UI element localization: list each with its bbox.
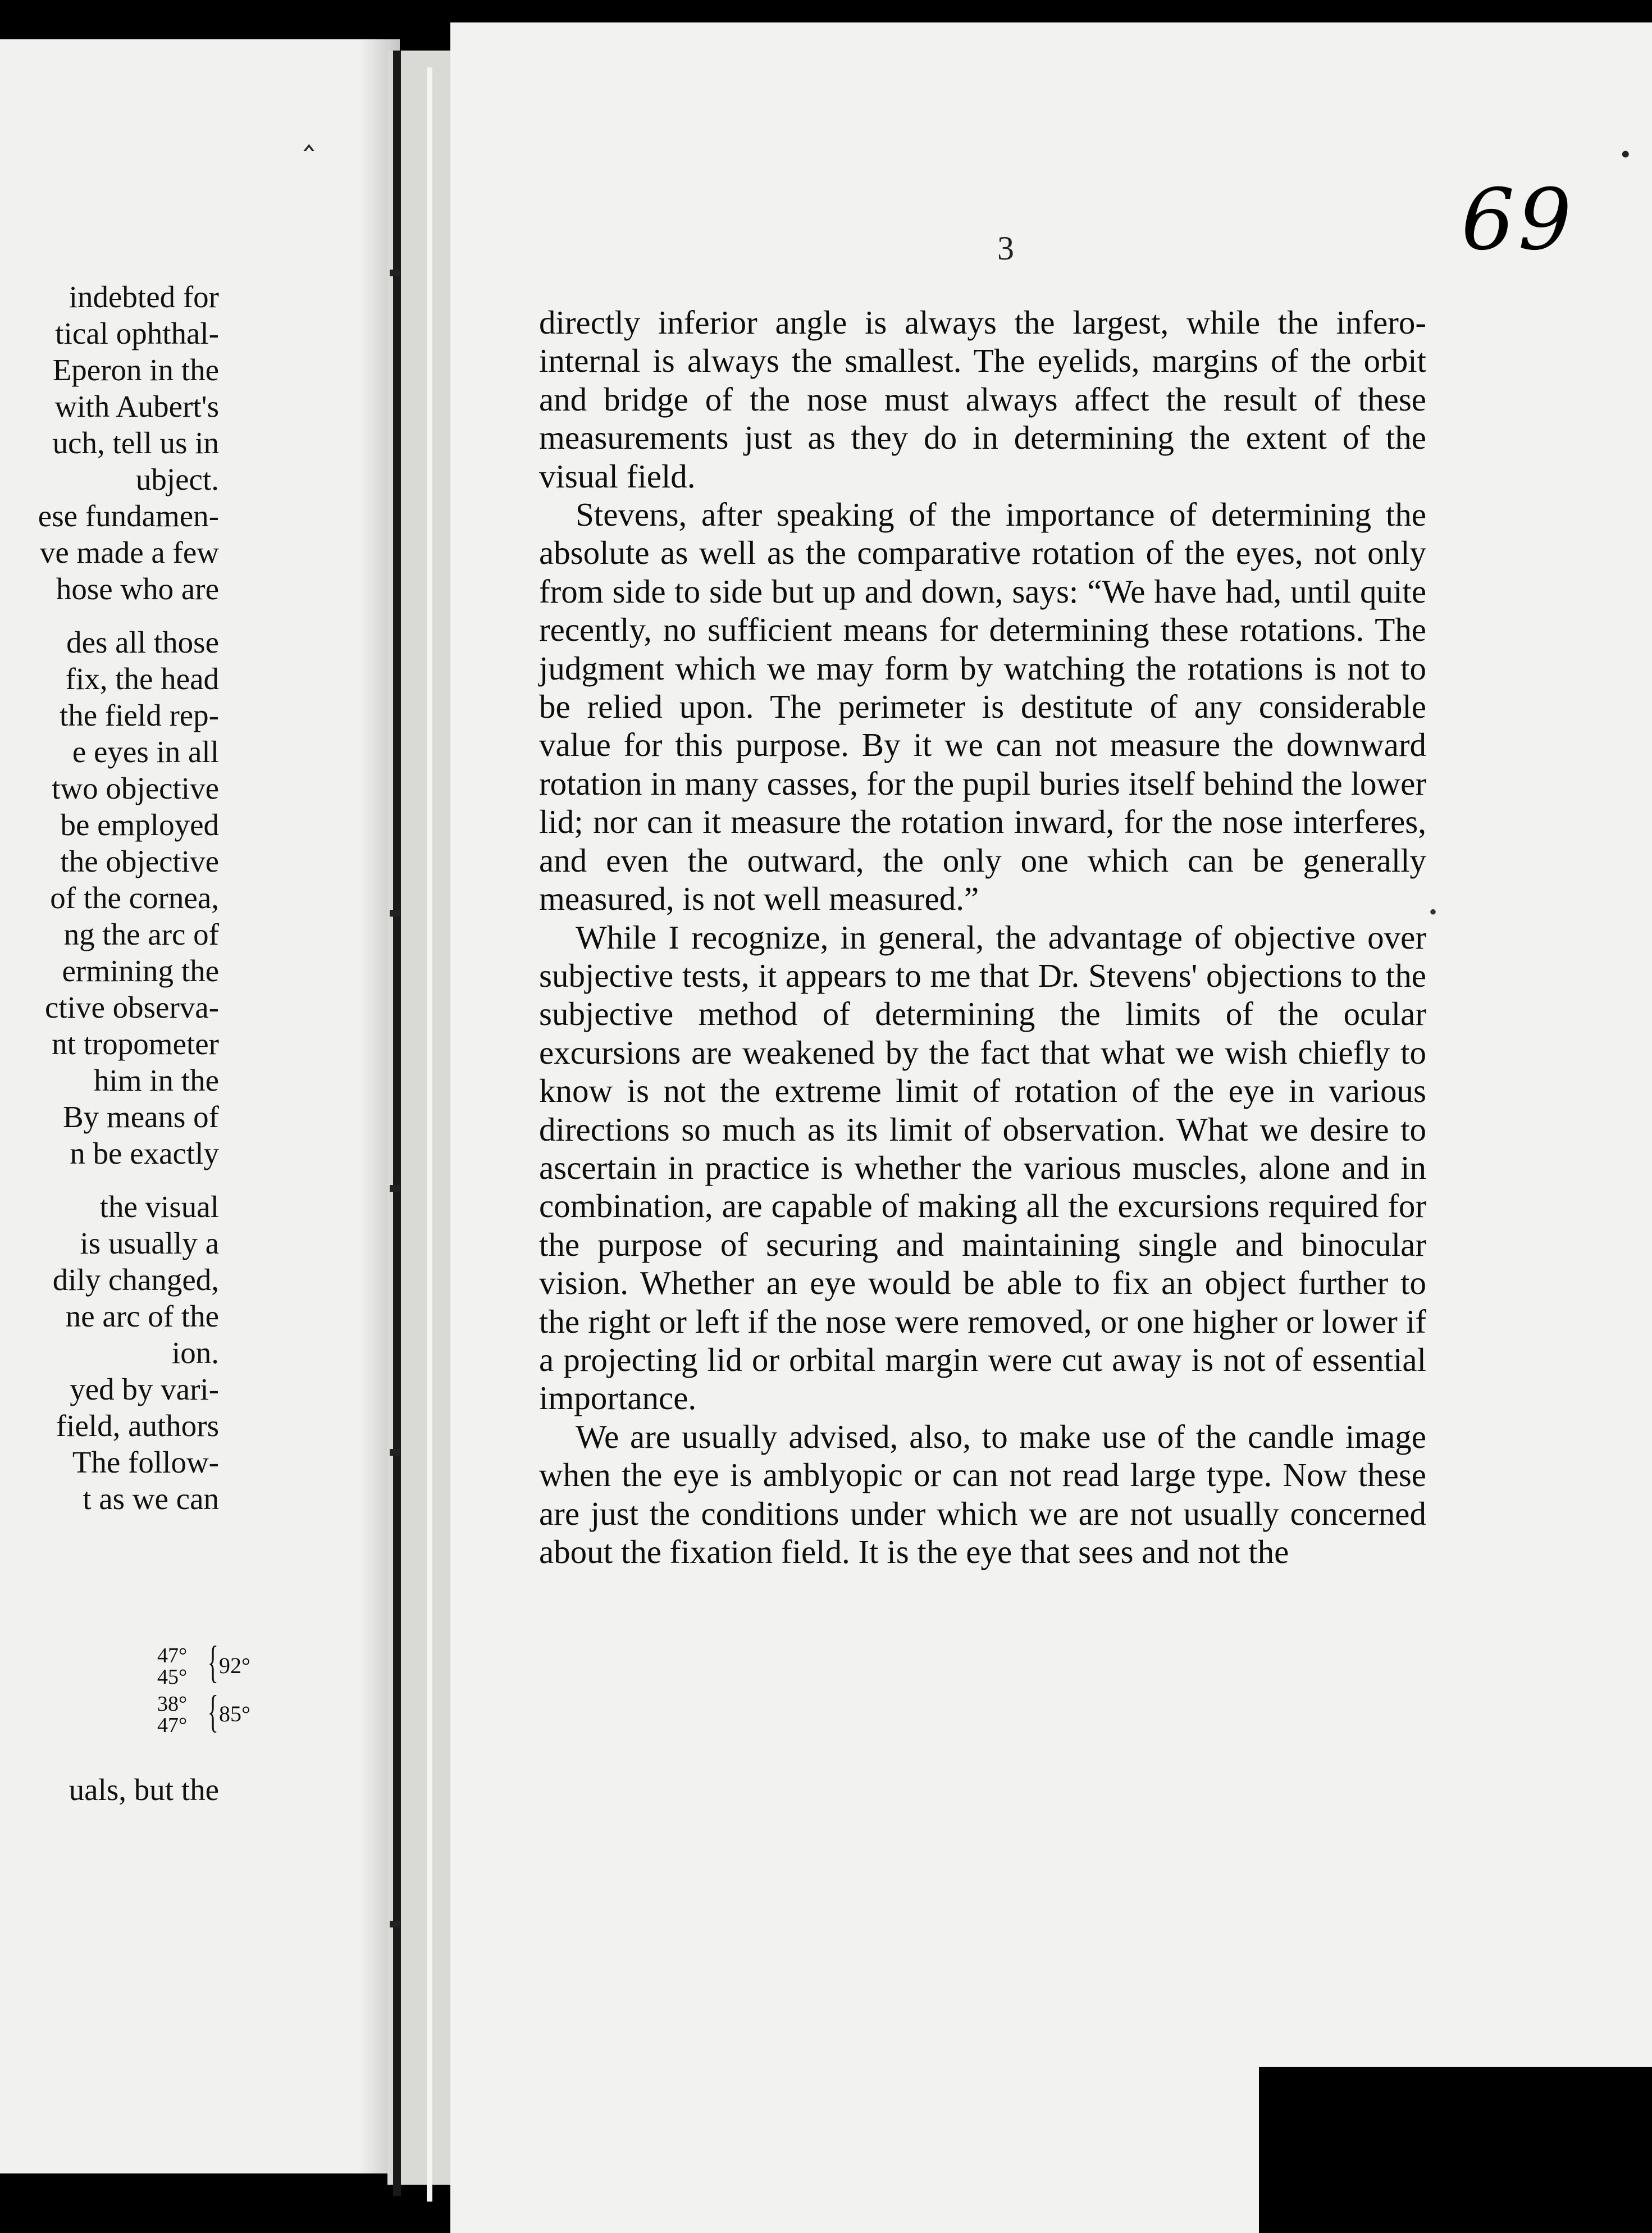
paragraph: While I recognize, in general, the advantage of objective over subjective tests, it appears to me that Dr. Stevens' objections to the subjective method of determining the limits of the ocular excursions are weakened by the fact that what we wish chiefly to know is not the extreme limit of rotation of the eye in various directions so much as its limit of observation. What we desire to ascertain in practice is whether the various muscles, alone and in combination, are capable of making all the excursions required for the purpose of securing and maintaining single and binocular vision. Whether an eye would be able to fix an object further to the right or left if the nose were removed, or one higher or lower if a projecting lid or orbital margin were cut away is not of essential importance. [539,918,1426,1417]
spine-mark [390,1449,400,1456]
text-line: ne arc of the [65,1299,219,1333]
text-line: hose who are [56,572,219,606]
angle-table [140,1638,253,1746]
text-line: ese fundamen- [38,499,219,533]
paragraph: directly inferior angle is always the largest, while the infero-internal is always the smallest. The eyelids, margins of the orbit and bridge of the nose must always affect the result of these measurements just as they do in determining the extent of the visual field. [539,304,1426,495]
text-line: tical ophthal- [55,316,219,350]
paragraph-gap [0,607,219,624]
text-line: des all those [66,625,219,659]
spine-mark [390,1921,400,1927]
text-line: fix, the head [65,662,219,696]
text-line: indebted for [69,280,219,314]
text-line: ctive observa- [45,990,219,1024]
text-line: be employed [60,808,219,842]
text-line: n be exactly [70,1136,219,1170]
ink-speck: • [1429,899,1437,924]
spine-shadow [393,51,401,2196]
brace-glyph: { [207,1687,218,1737]
text-line: uch, tell us in [52,426,219,460]
text-line: ion. [171,1336,219,1370]
left-page-last-line: uals, but the [69,1772,219,1807]
spine-mark [390,1185,400,1192]
text-line: e eyes in all [72,735,219,769]
brace-glyph: { [207,1638,218,1687]
text-line: the visual [99,1190,219,1224]
text-line: The follow- [72,1445,219,1479]
paragraph: We are usually advised, also, to make use of the candle image when the eye is amblyopic or can not read large type. Now these are just the conditions under which we are not usually concerned about the fixation field. It is the eye that sees and not the [539,1418,1426,1570]
text-line: By means of [62,1100,219,1134]
text-line: Eperon in the [52,353,219,387]
text-line: ermining the [62,954,219,988]
paragraph-gap [0,1172,219,1188]
left-page-text [0,279,219,1517]
angle-value: 47° [157,1644,188,1667]
scan-border [1259,2067,1652,2233]
text-line: the field rep- [59,698,219,732]
spine-highlight [427,67,432,2202]
text-line: nt tropometer [52,1027,219,1061]
text-line: t as we can [83,1482,219,1516]
angle-value: 38° [157,1692,188,1716]
spine-mark [390,270,400,276]
ink-speck: • [1621,138,1631,170]
right-page-bottom [450,2067,1259,2233]
text-line: field, authors [56,1409,219,1443]
angle-sum: 92° [219,1653,250,1678]
text-line: ve made a few [39,535,219,569]
handwritten-folio-number: 69 [1461,171,1575,269]
left-facing-page [0,39,400,2173]
text-line: two objective [52,771,219,805]
text-line: is usually a [80,1226,219,1260]
text-line: ng the arc of [63,917,219,951]
text-line: ubject. [135,462,219,496]
page-number: 3 [997,230,1014,267]
text-line: with Aubert's [54,389,219,423]
text-line: yed by vari- [70,1372,219,1406]
ink-mark: ‸ [303,113,315,151]
text-line: of the cornea, [50,881,219,915]
paragraph: Stevens, after speaking of the importance of determining the absolute as well as the comparative rotation of the eyes, not only from side to side but up and down, says: “We have had, until quite recently, no sufficient means for determining these rotations. The judgment which we may form by watching the rotations is not to be relied upon. The perimeter is destitute of any considerable value for this purpose. By it we can not measure the downward rotation in many casses, for the pupil buries itself behind the lower lid; nor can it measure the rotation inward, for the nose interferes, and even the outward, the only one which can be generally measured, is not well measured.” [539,496,1426,918]
angle-sum: 85° [219,1701,250,1726]
spine-mark [390,910,400,917]
body-text [539,303,1426,1571]
text-line: dily changed, [52,1263,219,1297]
angle-value: 47° [157,1714,188,1737]
text-line: the objective [60,844,219,878]
text-line: him in the [93,1063,219,1097]
angle-value: 45° [157,1665,188,1689]
